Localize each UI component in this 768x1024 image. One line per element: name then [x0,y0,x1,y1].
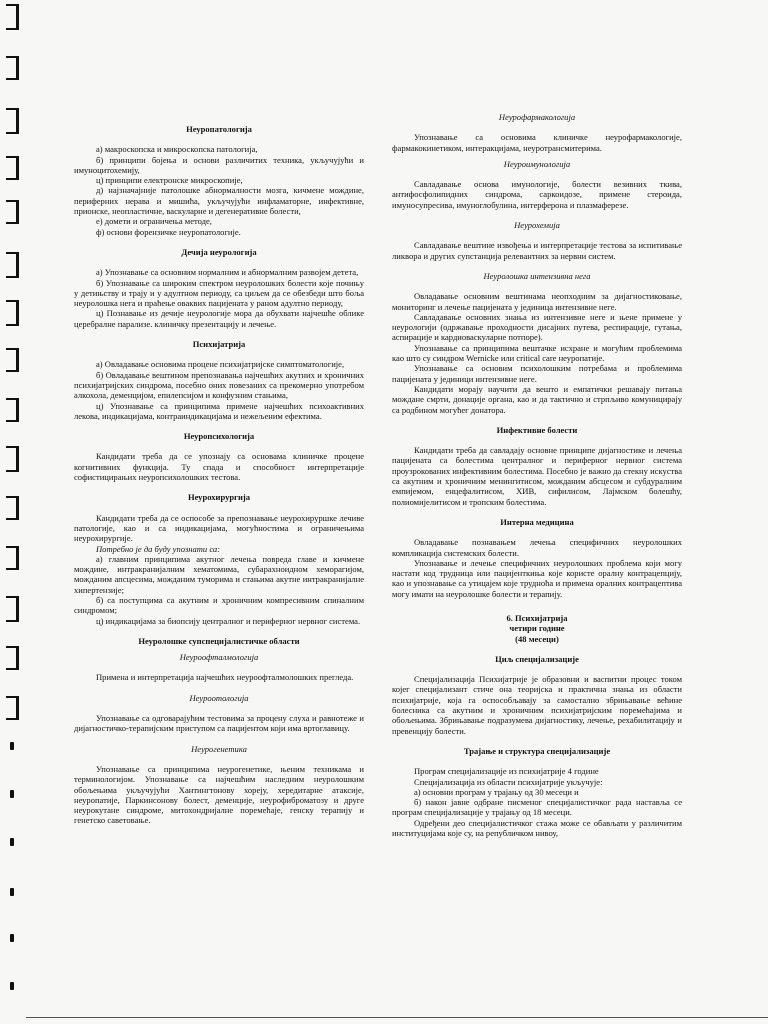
paragraph: Одређени део специјалистичког стажа може се обављати у различитим институцијама које су, на републичком нивоу, [392,817,682,839]
left-column [74,112,364,826]
binder-hole-mark [6,496,19,520]
section-title: Неуропатологија [186,124,252,134]
paragraph: Кандидати треба да се упознају са основама клиничке процене когнитивних функција. Ту спада и способност интерпретације софистицирањих неуропсихолошких тестова. [74,451,364,483]
binder-hole-mark [6,446,19,472]
binder-hole-mark [6,300,19,326]
paragraph: Кандидати треба да се оспособе за препознавање неурохируршке лечиве патологије, као и са индикацијама, могућностима и ограничењима неурохирургије. [74,512,364,544]
paragraph: Кандидати треба да савладају основне принципе дијагностике и лечења пацијената са болестима централног и периферног нервног система проузрокованих инфективним болестима. Посебно је важно да стекну искуства са акутним и хроничним менингитисом, можданим абсцесом и субдуралним емпијемом, енцефалитисом, ХИВ, сифилисом, Лајмском болешћу, полиомијелитисом и тропским болестима. [392,445,682,507]
page-bottom-rule [26,1017,768,1018]
section-title: Психијатрија [192,339,246,350]
list-item: б) Овладавање вештином препознавања најчешћих акутних и хроничних психијатријских синдрома, посебно оних повезаних са прекомерно употребом алкохола, деменцијом, епилепсијом и конфузним стањима, [74,369,364,401]
binder-hole-mark [10,888,14,896]
right-column [392,112,682,838]
section-title: Неурохирургија [187,492,251,503]
paragraph: Упознавање и лечење специфичних неуролошких проблема који могу настати код трудница или пацијенткиња које користе оралну контрацепцију, као и упознавање са утицајем које трудноћа и примена оралних контрацептива могу имати на неуролошке болести и терапију. [392,557,682,599]
binder-hole-mark [6,348,19,372]
list-item: б) након јавне одбране писменог специјалистичког рада наставља се програм специјализације у трајању од 18 месеци. [392,797,682,818]
binder-hole-mark [10,982,14,990]
binder-hole-mark [6,4,19,30]
binder-hole-mark [10,742,14,750]
section-title: Дечија неурологија [181,246,257,257]
chapter-duration: четири године [509,623,565,634]
list-item: а) макроскопска и микроскопска патологија, [96,144,258,155]
subheading: Потребно је да буду упознати са: [96,543,221,554]
list-item: б) Упознавање са широким спектром неуролошких болести које почињу у детињству и трају и у адултном периоду, са циљем да се обезбеди што боља неуролошка нега и праћење оваквих пацијената у раном адултно периоду, [74,277,364,309]
binder-hole-mark [6,252,19,278]
subsection-title: Неуролошка интензивна нега [483,270,591,281]
binder-hole-mark [6,56,19,80]
list-item: д) најзначајније патолошке абнормалности мозга, кичмене мождине, периферних нерава и мишића, укључујући инфламаторне, инфективне, прионске, неопластичне, васкуларне и дегенеративне болести, [74,185,364,217]
paragraph: Упознавање са одговарајућим тестовима за процену слуха и равнотеже и дијагностичко-терапијским приступом са пацијентом који има вртоглавицу. [74,713,364,734]
binder-hole-mark [10,790,14,798]
binder-hole-mark [6,596,19,622]
paragraph: Овладавање основним вештинама неопходним за дијагностиковање, мониторинг и лечење пацијената у јединица интензивне неге. [392,291,682,312]
binder-hole-mark [10,934,14,942]
list-item: ц) индикацијама за биопсију централног и периферног нервног система. [96,615,361,626]
list-item: Програм специјализације из психијатрије 4 године [414,766,599,777]
binder-hole-mark [10,838,14,846]
paragraph: Упознавање са основим психолошким потребама и проблемима пацијената у јединици интензивне неге. [392,363,682,384]
section-title: Трајање и структура специјализације [463,745,611,756]
binder-hole-mark [6,546,19,570]
subsection-title: Неурофармакологија [498,112,576,122]
list-item: а) основни програм у трајању од 30 месеци и [414,786,579,797]
paragraph: Савладавање вештине извођења и интерпретације тестова за испитивање ликвора и других супстанција релевантних за нервни систем. [392,240,682,261]
binder-hole-mark [6,646,19,670]
binder-hole-mark [6,696,19,720]
subsection-title: Неуроимунологија [503,158,571,169]
paragraph: Специјализација Психијатрије је образовни и васпитни процес током којег специјализант стиче она теоријска и практична знања из области психијатрије, која га оспособљавају за самостално збрињавање већине болесника са акутним и хроничним психијатријским поремећајима и обољењима. Збрињавање подразумева дијагностику, лечење, рехабилитацију и превенцију болести. [392,674,682,736]
list-item: Специјализација из области психијатрије укључује: [414,776,603,787]
list-item: ц) Познавање из дечије неурологије мора да обухвати најчешће облике церебралне парализе. клиничку презентацију и лечење. [74,308,364,329]
binder-margin [0,0,26,1024]
subsection-title: Неуроофталмологија [179,652,259,663]
list-item: ц) принципи електронске микроскопије, [96,175,243,186]
chapter-months: (48 месеци) [515,633,559,644]
subsection-title: Неуроотологија [189,692,249,703]
binder-hole-mark [6,398,19,422]
list-item: е) домети и ограничења методе, [96,216,212,227]
paragraph: Савладавање основа имунологије, болести везивних ткива, антифосфолипидних синдрома, саркоидозе, примене стероида, имуносупресива, имуноглобулина, интерферона и плазмаферезе. [392,179,682,210]
paragraph: Савладавање основних знања из интензивне неге и њене примене у неурологији (одржавање проходности дисајних путева, респирације, гутања, аспирације и кардиоваскуларне потпоре). [392,311,682,343]
section-title: Неуропсихологија [183,431,255,442]
section-title: Интерна медицина [500,516,574,527]
binder-hole-mark [6,200,19,224]
paragraph: Примена и интерпретација најчешћих неуроофталмолошких прегледа. [96,672,354,683]
list-item: а) Овладавање основима процене психијатријске симптоматологије, [96,359,345,370]
binder-hole-mark [6,108,19,134]
list-item: ф) основи форензичке неуропатологије. [96,226,241,237]
list-item: б) са поступцима са акутним и хроничним компресивним спиналним синдромом; [74,594,364,616]
list-item: а) Упознавање са основним нормалним и абнормалним развојем детета, [96,267,359,278]
section-title: Инфективне болести [496,424,578,435]
paragraph: Упознавање са основима клиничке неурофармакологије, фармакокинетиком, интеракцијама, неуротрансмитерима. [392,132,682,153]
section-title: Циљ специјализације [495,653,579,664]
chapter-heading: 6. Психијатрија [506,612,568,623]
paragraph: Упознавање са принципима вештачке исхране и могућим проблемима као што су синдром Wernicke или critical care неуропатије. [392,342,682,364]
binder-hole-mark [6,156,19,180]
list-item: ц) Упознавање са принципима примене најчешћих психоактивних лекова, индикацијама, контраиндикацијама и нежељеним ефектима. [74,400,364,421]
list-item: б) принципи бојења и основи различитих техника, укључујући и имуноцитохемију, [74,154,364,175]
paragraph: Упознавање са принципима неурогенетике, њеним техникама и терминологијом. Упознавање са најчешћим наследним неуролошким обољењима укључујући Хантингтонову хореју, хередитарне атаксије, неуропатије, Паркинсонову болест, деменције, неурофиброматозу и друге неурокутане синдроме, митохондријалне поремећаје, генску терапију и генетско саветовање. [74,763,364,826]
subsection-title: Неурогенетика [191,743,247,754]
paragraph: Кандидати морају научити да вешто и емпатички решавају питања можданe смрти, донације органа, као и да тактично и стрпљиво комуницирају са родбином могућег донатора. [392,383,682,415]
paragraph: Овладавање познавањем лечења специфичних неуролошких компликација системских болести. [392,537,682,558]
section-title: Неуролошке супспецијалистичке области [138,635,300,646]
subsection-title: Неурохемија [514,220,560,231]
list-item: а) главним принципима акутног лечења повреда главе и кичмене мождине, интракранијалним хематомима, субарахноидном хеморагијом, можданим апсцесима, можданим туморима и стањима акутне интракранијалне хипертензије; [74,553,364,595]
